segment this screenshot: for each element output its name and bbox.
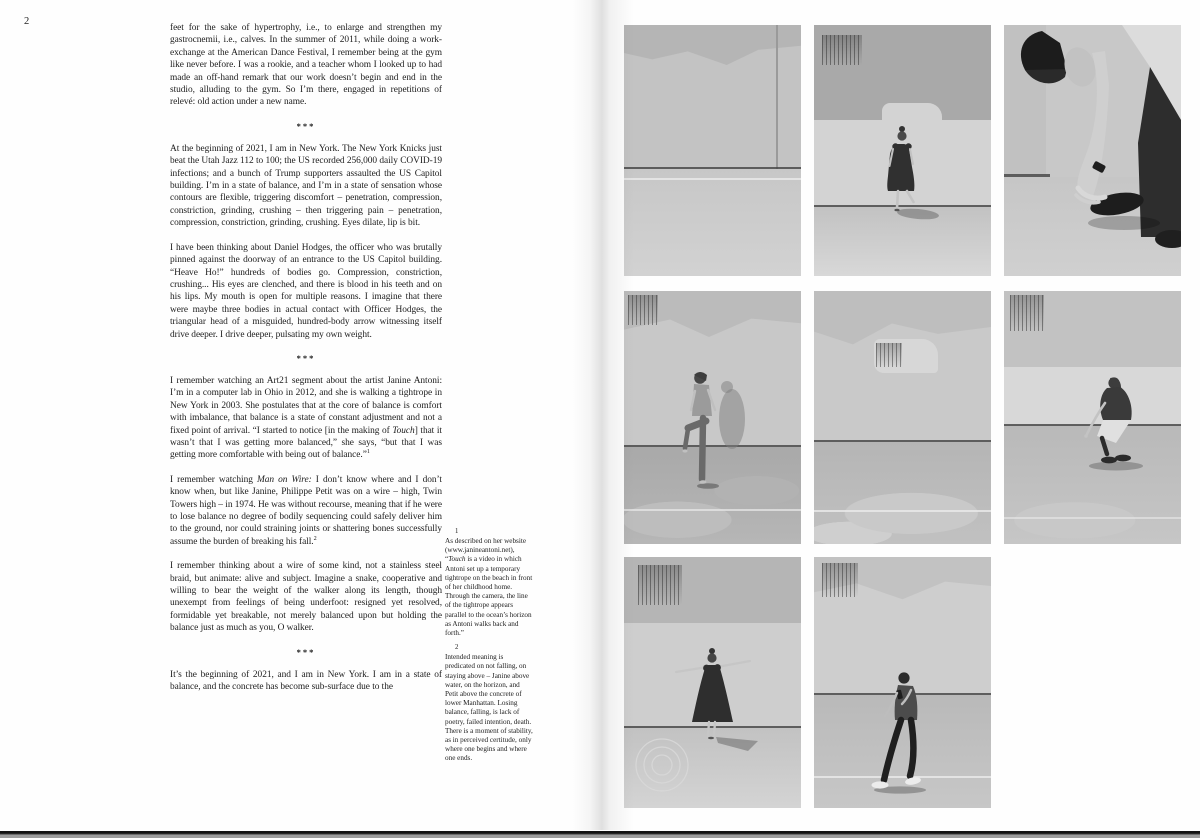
photo-ground xyxy=(814,442,991,544)
photo-ground xyxy=(624,169,801,276)
paragraph-gym: feet for the sake of hypertrophy, i.e., to enlarge and strengthen my gastrocnemii, i.e., calves. In the summer of 2011, while doing a work-exchange at the American Dance Festival, I remember being at the gym like never before. I was a rookie, and a teacher whom I looked up to had made an off-hand remark that our work doesn’t begin and end in the studio, alluding to the gym. So I’m there, engaged in repetitions of relevé: old action under a new name. xyxy=(170,23,442,108)
wall-drip-stain xyxy=(876,343,902,367)
photo-dancer-stepping xyxy=(814,25,991,276)
essay-text-column xyxy=(170,22,442,822)
book-bottom-edge xyxy=(0,831,1200,838)
photo-man-phone-walking xyxy=(814,557,991,808)
right-page xyxy=(597,0,1200,830)
figure-man-tying-shoe xyxy=(1004,25,1181,276)
wall-pole xyxy=(776,25,778,169)
paragraph-janine-antoni: I remember watching an Art21 segment about the artist Janine Antoni: I’m in a computer lab in Ohio in 2012, and she is walking a tightrope in New York in 2003. She postulates that at the core of balance is comfort with imbalance, that balance is a state of constant adjustment and not a fixed point of arrival. “I started to notice [in the making of Touch] that it wasn’t that I was getting more balanced,” she says, “but that I was getting more comfortable with being out of balance.”$^1$ xyxy=(170,375,442,461)
footnote-1-text: As described on her website (www.janineantoni.net), “Touch is a video in which Antoni set up a temporary tightrope on the beach in front of her childhood home. Through the camera, the line of the tightrope appears parallel to the ocean’s horizon as Antoni walks back and forth.” xyxy=(445,537,533,638)
photo-empty-wall xyxy=(814,291,991,544)
left-page xyxy=(0,0,597,830)
court-line xyxy=(624,178,801,180)
footnote-2 xyxy=(445,644,534,763)
figure-dancer-arms-out xyxy=(624,557,801,808)
paragraph-snake-wire: I remember thinking about a wire of some kind, not a stainless steel braid, but animate: alive and subject. Imagine a snake, cooperative and willing to bear the weight of the walker along its length, though unexempt from feelings of being underfoot: resigned yet resolved, formidable yet breakable, not merely balanced upon but holding the balance just as much as you, O walker. xyxy=(170,561,442,634)
footnote-1-number: 1 xyxy=(455,528,459,535)
figure-dancer-stepping xyxy=(814,25,991,276)
footnotes-column xyxy=(445,528,534,770)
section-divider-1: *** xyxy=(296,120,316,131)
photo-dancer-crouching xyxy=(1004,291,1181,544)
figure-dancer-crouch xyxy=(1004,291,1181,544)
footnote-2-number: 2 xyxy=(455,644,459,652)
paragraph-daniel-hodges: I have been thinking about Daniel Hodges, the officer who was brutally pinned against the doorway of an entrance to the US Capitol building. “Heave Ho!” hundreds of bodies go. Compression, constriction, crushing... His eyes are clenched, and there is blood in his teeth and on his lips. My mouth is open for multiple reasons. I imagine that there were maybe three bodies in actual contact with Officer Hodges, the triangular head of a misguided, hundred-body arrow witnessing itself drive deeper. I drive deeper, pulsating my own weight. xyxy=(170,242,442,340)
photo-dancer-balancing xyxy=(624,291,801,544)
figure-man-with-phone xyxy=(814,557,991,808)
photo-shoe-tie-closeup xyxy=(1004,25,1181,276)
footnote-1 xyxy=(445,528,534,638)
photo-dancer-arms-out xyxy=(624,557,801,808)
paragraph-man-on-wire: I remember watching Man on Wire: I don’t know where and I don’t know when, but like Janine, Philippe Petit was on a wire – high, Twin Towers high – in 1974. He was without recourse, meaning that if he were to lose balance no degree of bodily sequencing could safely deliver him to the ground, nor could straining joints or shattering bones successfully assume the burden of breaking his fall.$^2$ xyxy=(170,474,442,547)
paragraph-2021-newyork: At the beginning of 2021, I am in New York. The New York Knicks just beat the Utah Jazz 112 to 100; the US recorded 256,000 daily COVID-19 infections; and a bunch of Trump supporters assaulted the US Capitol building. I’m in a state of balance, and I’m in a state of sensation whose contours are flexible, triggering discomfort – penetration, compression, constriction, grinding, crushing – then triggering pain – penetration, compression, constriction, grinding, crushing. Eyes dilate, lip is bit. xyxy=(170,143,442,229)
footnote-2-text: Intended meaning is predicated on not falling, on staying above – Janine above water, on the horizon, and Petit above the concrete of lower Manhattan. Losing balance, falling, is lack of poetry, failed intention, death. There is a moment of stability, as in perceived certitude, only where one begins and where one ends. xyxy=(445,653,533,763)
paragraph-closing: It’s the beginning of 2021, and I am in New York. I am in a state of balance, and the concrete has become sub-surface due to the xyxy=(170,669,442,693)
photo-empty-court xyxy=(624,25,801,276)
page-number: 2 xyxy=(24,16,30,27)
section-divider-2: *** xyxy=(296,352,316,363)
court-line xyxy=(814,510,991,512)
section-divider-3: *** xyxy=(296,646,316,657)
figure-dancer-one-leg xyxy=(624,291,801,544)
